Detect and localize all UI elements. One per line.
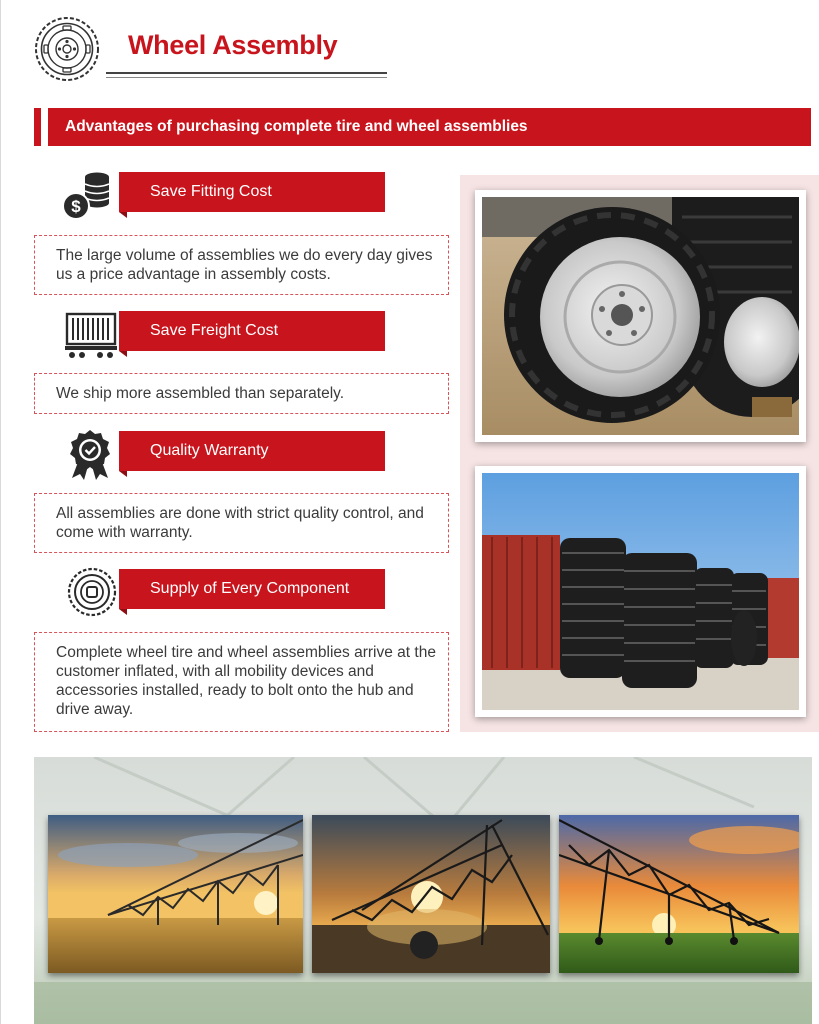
gallery-photo-sunrise-spray: [312, 815, 550, 973]
gallery-photo-green-crops-sunset: [559, 815, 799, 973]
photo-tire-on-rim: [475, 190, 806, 442]
gallery-photo-wheat-sunset: [48, 815, 303, 973]
feature-description-save-fitting-cost: The large volume of assemblies we do every day gives us a price advantage in assembly costs.: [34, 235, 449, 295]
feature-description-quality-warranty: All assemblies are done with strict quality control, and come with warranty.: [34, 493, 449, 553]
feature-title-save-fitting-cost: Save Fitting Cost: [119, 172, 385, 212]
feature-description-supply-every-component: Complete wheel tire and wheel assemblies arrive at the customer inflated, with all mobility devices and accessories installed, ready to bolt onto the hub and drive away.: [34, 632, 449, 732]
freight-container-icon: [64, 308, 120, 360]
quality-badge-icon: [64, 428, 120, 480]
feature-description-save-freight-cost: We ship more assembled than separately.: [34, 373, 449, 414]
wheel-component-icon: [64, 566, 120, 618]
tire-gear-icon: [32, 14, 102, 84]
feature-title-quality-warranty: Quality Warranty: [119, 431, 385, 471]
feature-title-supply-every-component: Supply of Every Component: [119, 569, 385, 609]
photo-tire-stacks-containers: [475, 466, 806, 717]
banner-accent: [34, 108, 41, 146]
page-left-rule: [0, 0, 1, 1024]
section-banner: Advantages of purchasing complete tire and wheel assemblies: [48, 108, 811, 146]
title-underline-thin: [106, 77, 387, 78]
svg-text:$: $: [71, 197, 81, 216]
page-title: Wheel Assembly: [128, 30, 338, 60]
coins-dollar-icon: [60, 168, 116, 220]
feature-title-save-freight-cost: Save Freight Cost: [119, 311, 385, 351]
title-underline: [106, 72, 387, 74]
